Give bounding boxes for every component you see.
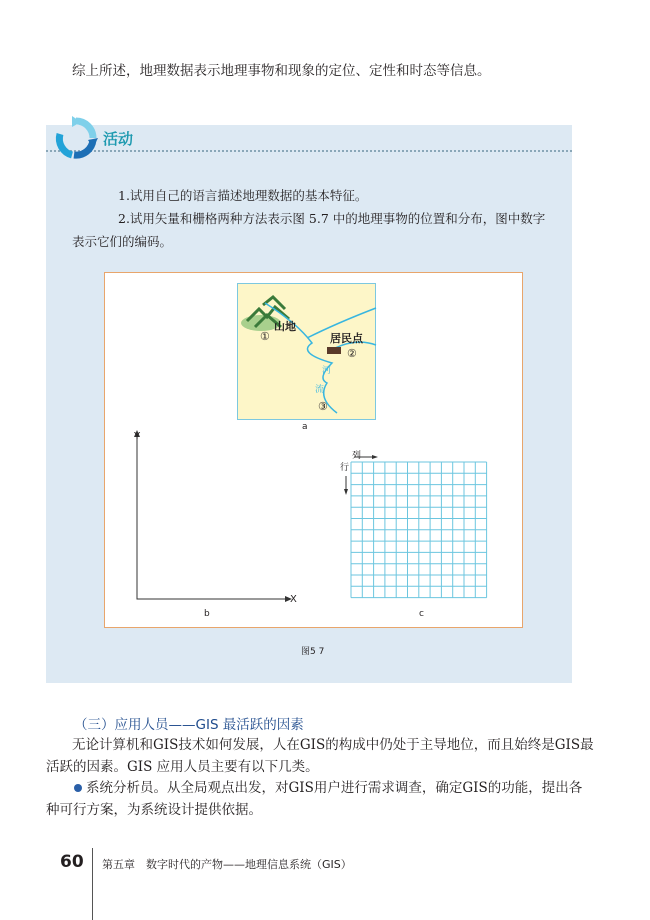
- code-2: ②: [347, 347, 357, 360]
- activity-title: 活动: [103, 130, 134, 148]
- cycle-icon: [54, 116, 98, 160]
- label-a: a: [302, 422, 308, 432]
- question-2-cont: 表示它们的编码。: [72, 234, 173, 249]
- code-1: ①: [260, 330, 270, 343]
- label-col: 列: [352, 451, 362, 461]
- question-2: 2.试用矢量和栅格两种方法表示图 5.7 中的地理事物的位置和分布，图中数字: [118, 211, 546, 226]
- label-mountain: 山地: [274, 320, 296, 333]
- bullet-1-cont: 种可行方案，为系统设计提供依据。: [46, 802, 262, 818]
- label-row: 行: [340, 463, 350, 473]
- paragraph-1-cont: 活跃的因素。GIS 应用人员主要有以下几类。: [46, 759, 319, 775]
- bullet-icon: [74, 784, 82, 792]
- vector-axes: [130, 430, 300, 605]
- label-c: c: [419, 609, 424, 619]
- axis-x-label: X: [290, 594, 297, 605]
- divider: [46, 150, 572, 152]
- axis-y-label: Y: [134, 431, 141, 442]
- figure-caption: 图5 7: [301, 647, 325, 657]
- page-number: 60: [60, 852, 84, 872]
- label-b: b: [204, 609, 210, 619]
- label-settlement: 居民点: [330, 332, 363, 345]
- chapter-title: 第五章 数字时代的产物——地理信息系统（GIS）: [102, 858, 352, 871]
- label-river-1: 河: [322, 366, 332, 376]
- intro-text: 综上所述，地理数据表示地理事物和现象的定位、定性和时态等信息。: [72, 63, 491, 79]
- code-3: ③: [318, 400, 328, 413]
- section-heading: （三）应用人员——GIS 最活跃的因素: [74, 717, 304, 733]
- paragraph-1: 无论计算机和GIS技术如何发展，人在GIS的构成中仍处于主导地位，而且始终是GIS最: [72, 737, 594, 753]
- footer-divider: [92, 848, 93, 920]
- raster-grid: [340, 450, 490, 600]
- question-1: 1.试用自己的语言描述地理数据的基本特征。: [118, 188, 368, 203]
- bullet-1: 系统分析员。从全局观点出发，对GIS用户进行需求调查，确定GIS的功能，提出各: [86, 780, 583, 796]
- label-river-2: 流: [315, 385, 325, 395]
